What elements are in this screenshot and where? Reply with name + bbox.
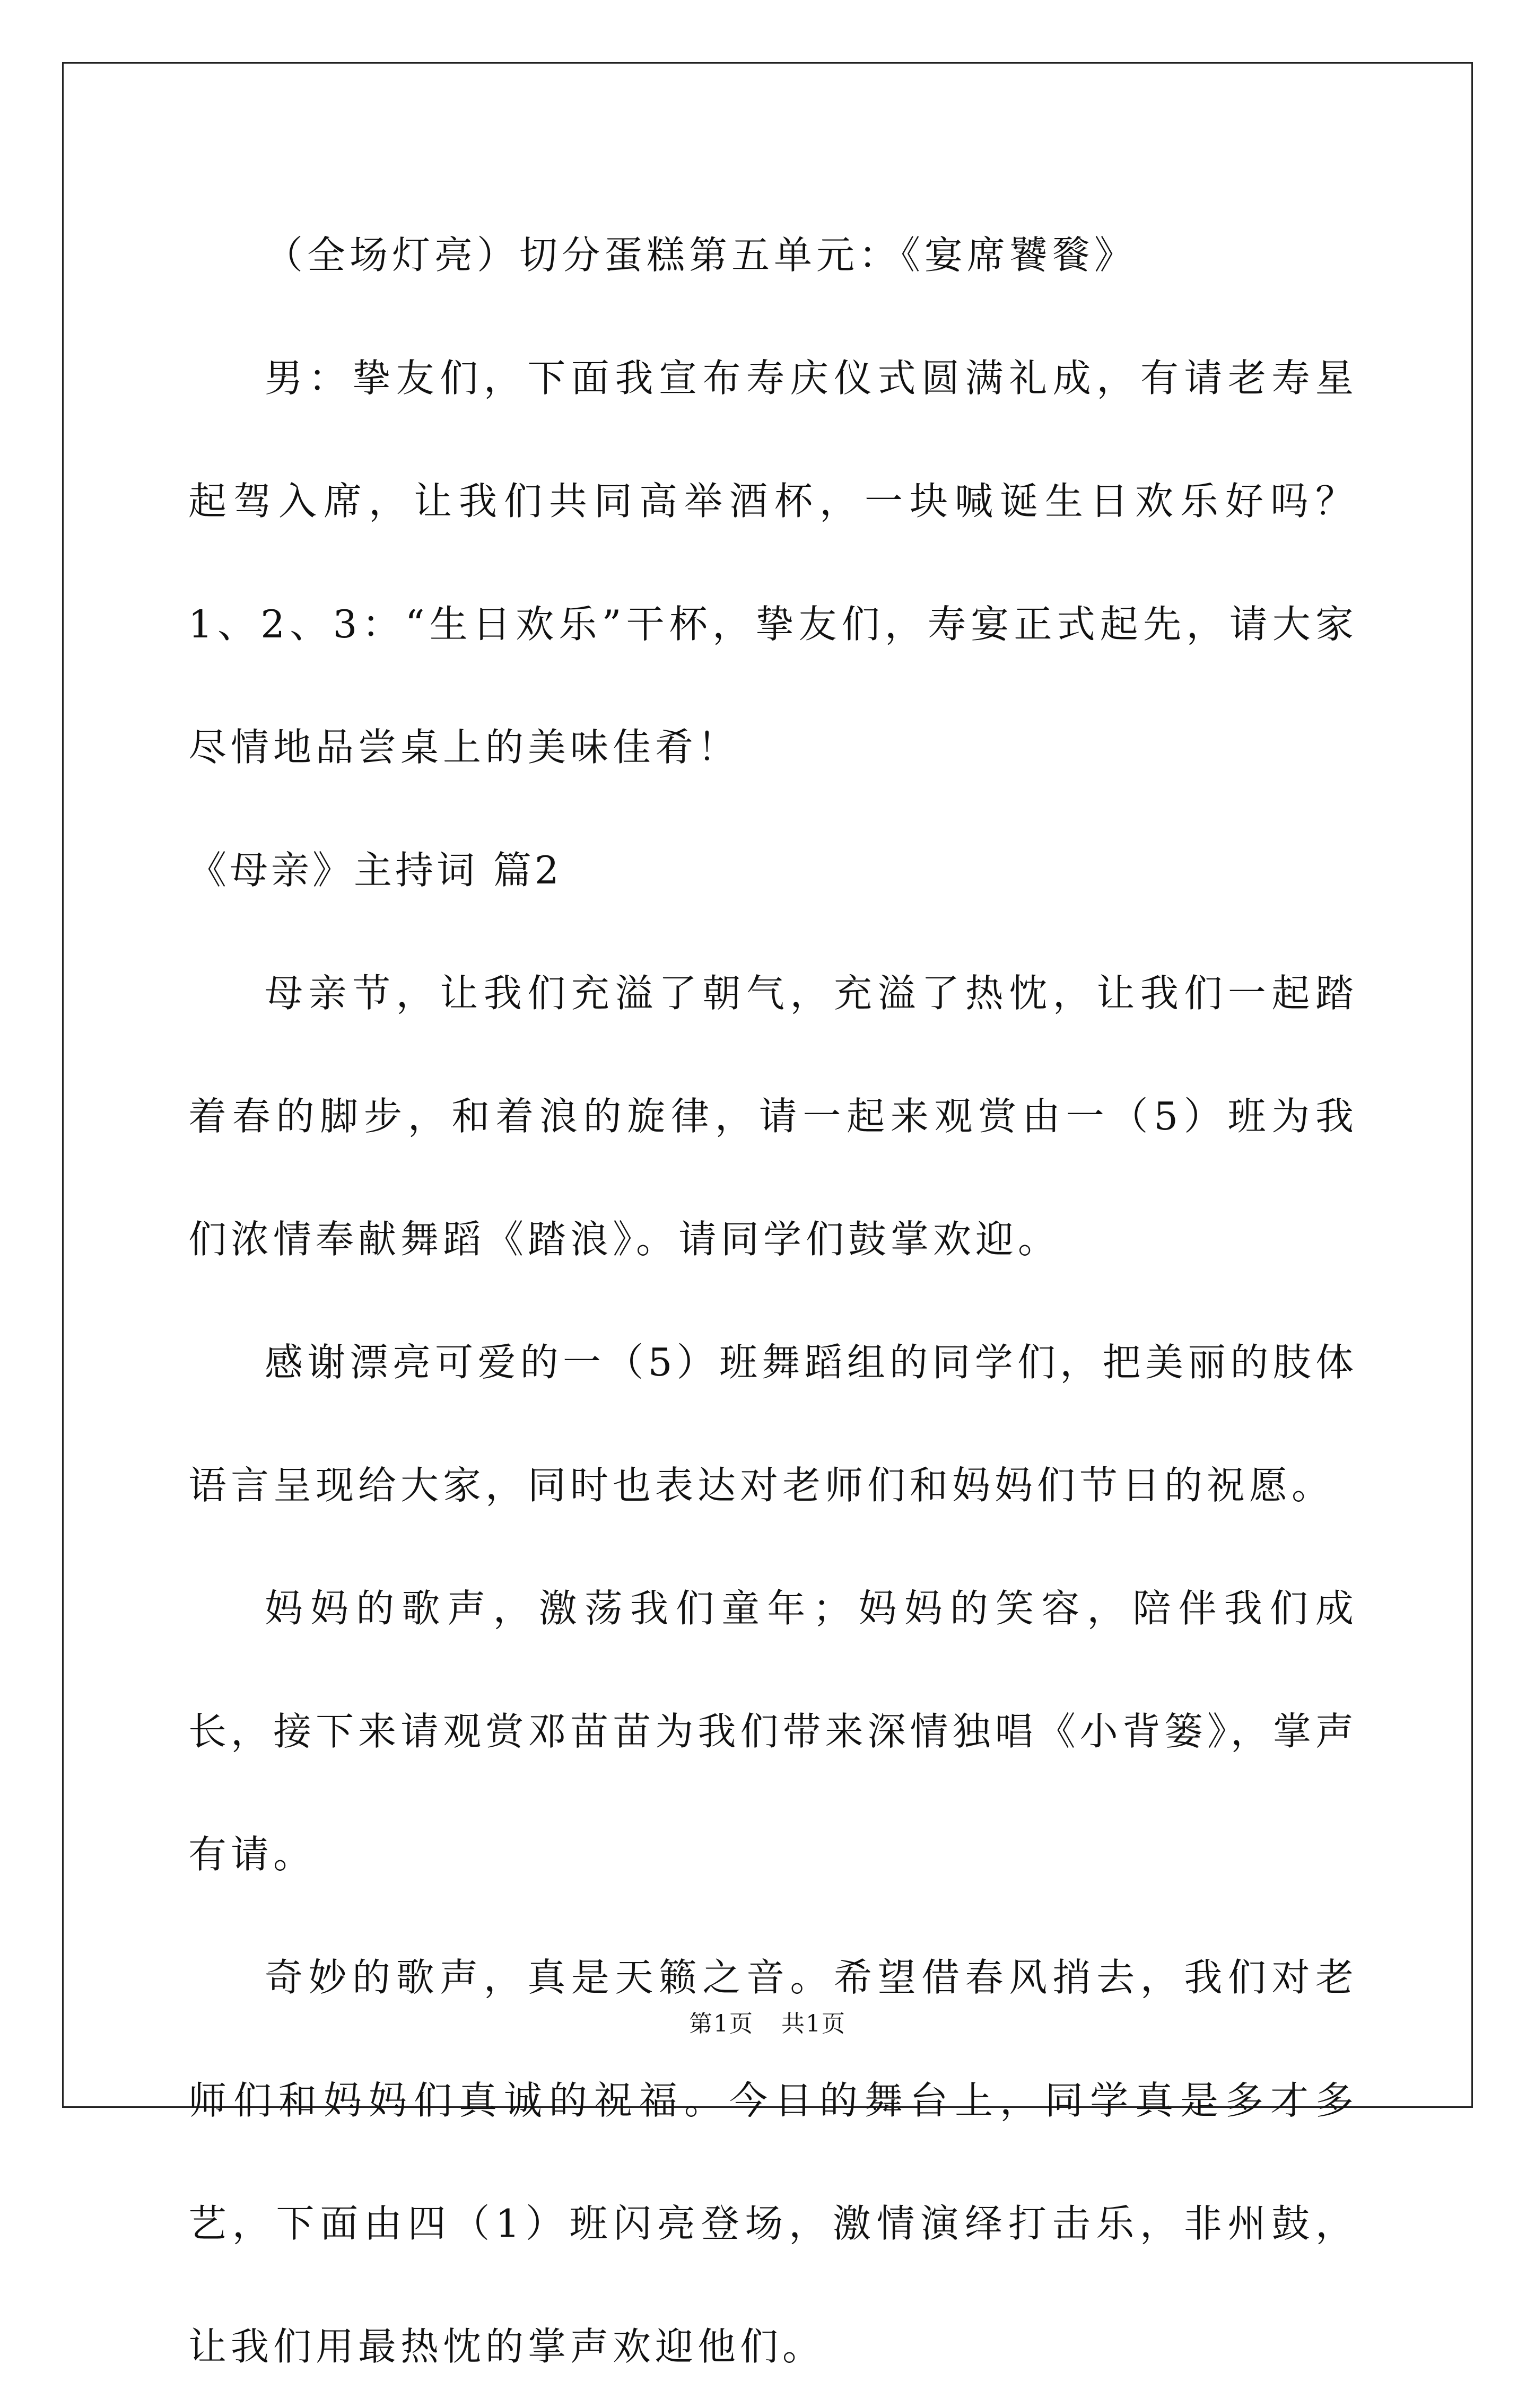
- page-number-current: 第1页: [689, 2010, 754, 2037]
- paragraph-solo-song: 妈妈的歌声，激荡我们童年；妈妈的笑容，陪伴我们成长，接下来请观赏邓苗苗为我们带来深情独唱《小背篓》，掌声有请。: [188, 1586, 1358, 1877]
- page-number-total: 共1页: [781, 2010, 846, 2037]
- paragraph-thanks-dance: 感谢漂亮可爱的一（5）班舞蹈组的同学们，把美丽的肢体语言呈现给大家，同时也表达对老师们和妈妈们节日的祝愿。: [188, 1340, 1358, 1508]
- paragraph-drum-performance: 奇妙的歌声，真是天籁之音。希望借春风捎去，我们对老师们和妈妈们真诚的祝福。今日的舞台上，同学真是多才多艺，下面由四（1）班闪亮登场，激情演绎打击乐，非州鼓，让我们用最热忱的掌声欢迎他们。: [188, 1955, 1358, 2369]
- paragraph-mothers-day-intro: 母亲节，让我们充溢了朝气，充溢了热忱，让我们一起踏着春的脚步，和着浪的旋律，请一起来观赏由一（5）班为我们浓情奉献舞蹈《踏浪》。请同学们鼓掌欢迎。: [188, 971, 1358, 1262]
- paragraph-toast: 男：挚友们，下面我宣布寿庆仪式圆满礼成，有请老寿星起驾入席，让我们共同高举酒杯，一块喊诞生日欢乐好吗？1、2、3：“生日欢乐”干杯，挚友们，寿宴正式起先，请大家尽情地品尝桌上的美味佳肴！: [188, 356, 1358, 769]
- page-footer: [0, 2004, 1535, 2038]
- document-body: [188, 194, 1358, 2408]
- section-heading: 《母亲》主持词 篇2: [188, 848, 562, 892]
- paragraph-cake-cutting: （全场灯亮）切分蛋糕第五单元：《宴席饕餮》: [265, 233, 1137, 277]
